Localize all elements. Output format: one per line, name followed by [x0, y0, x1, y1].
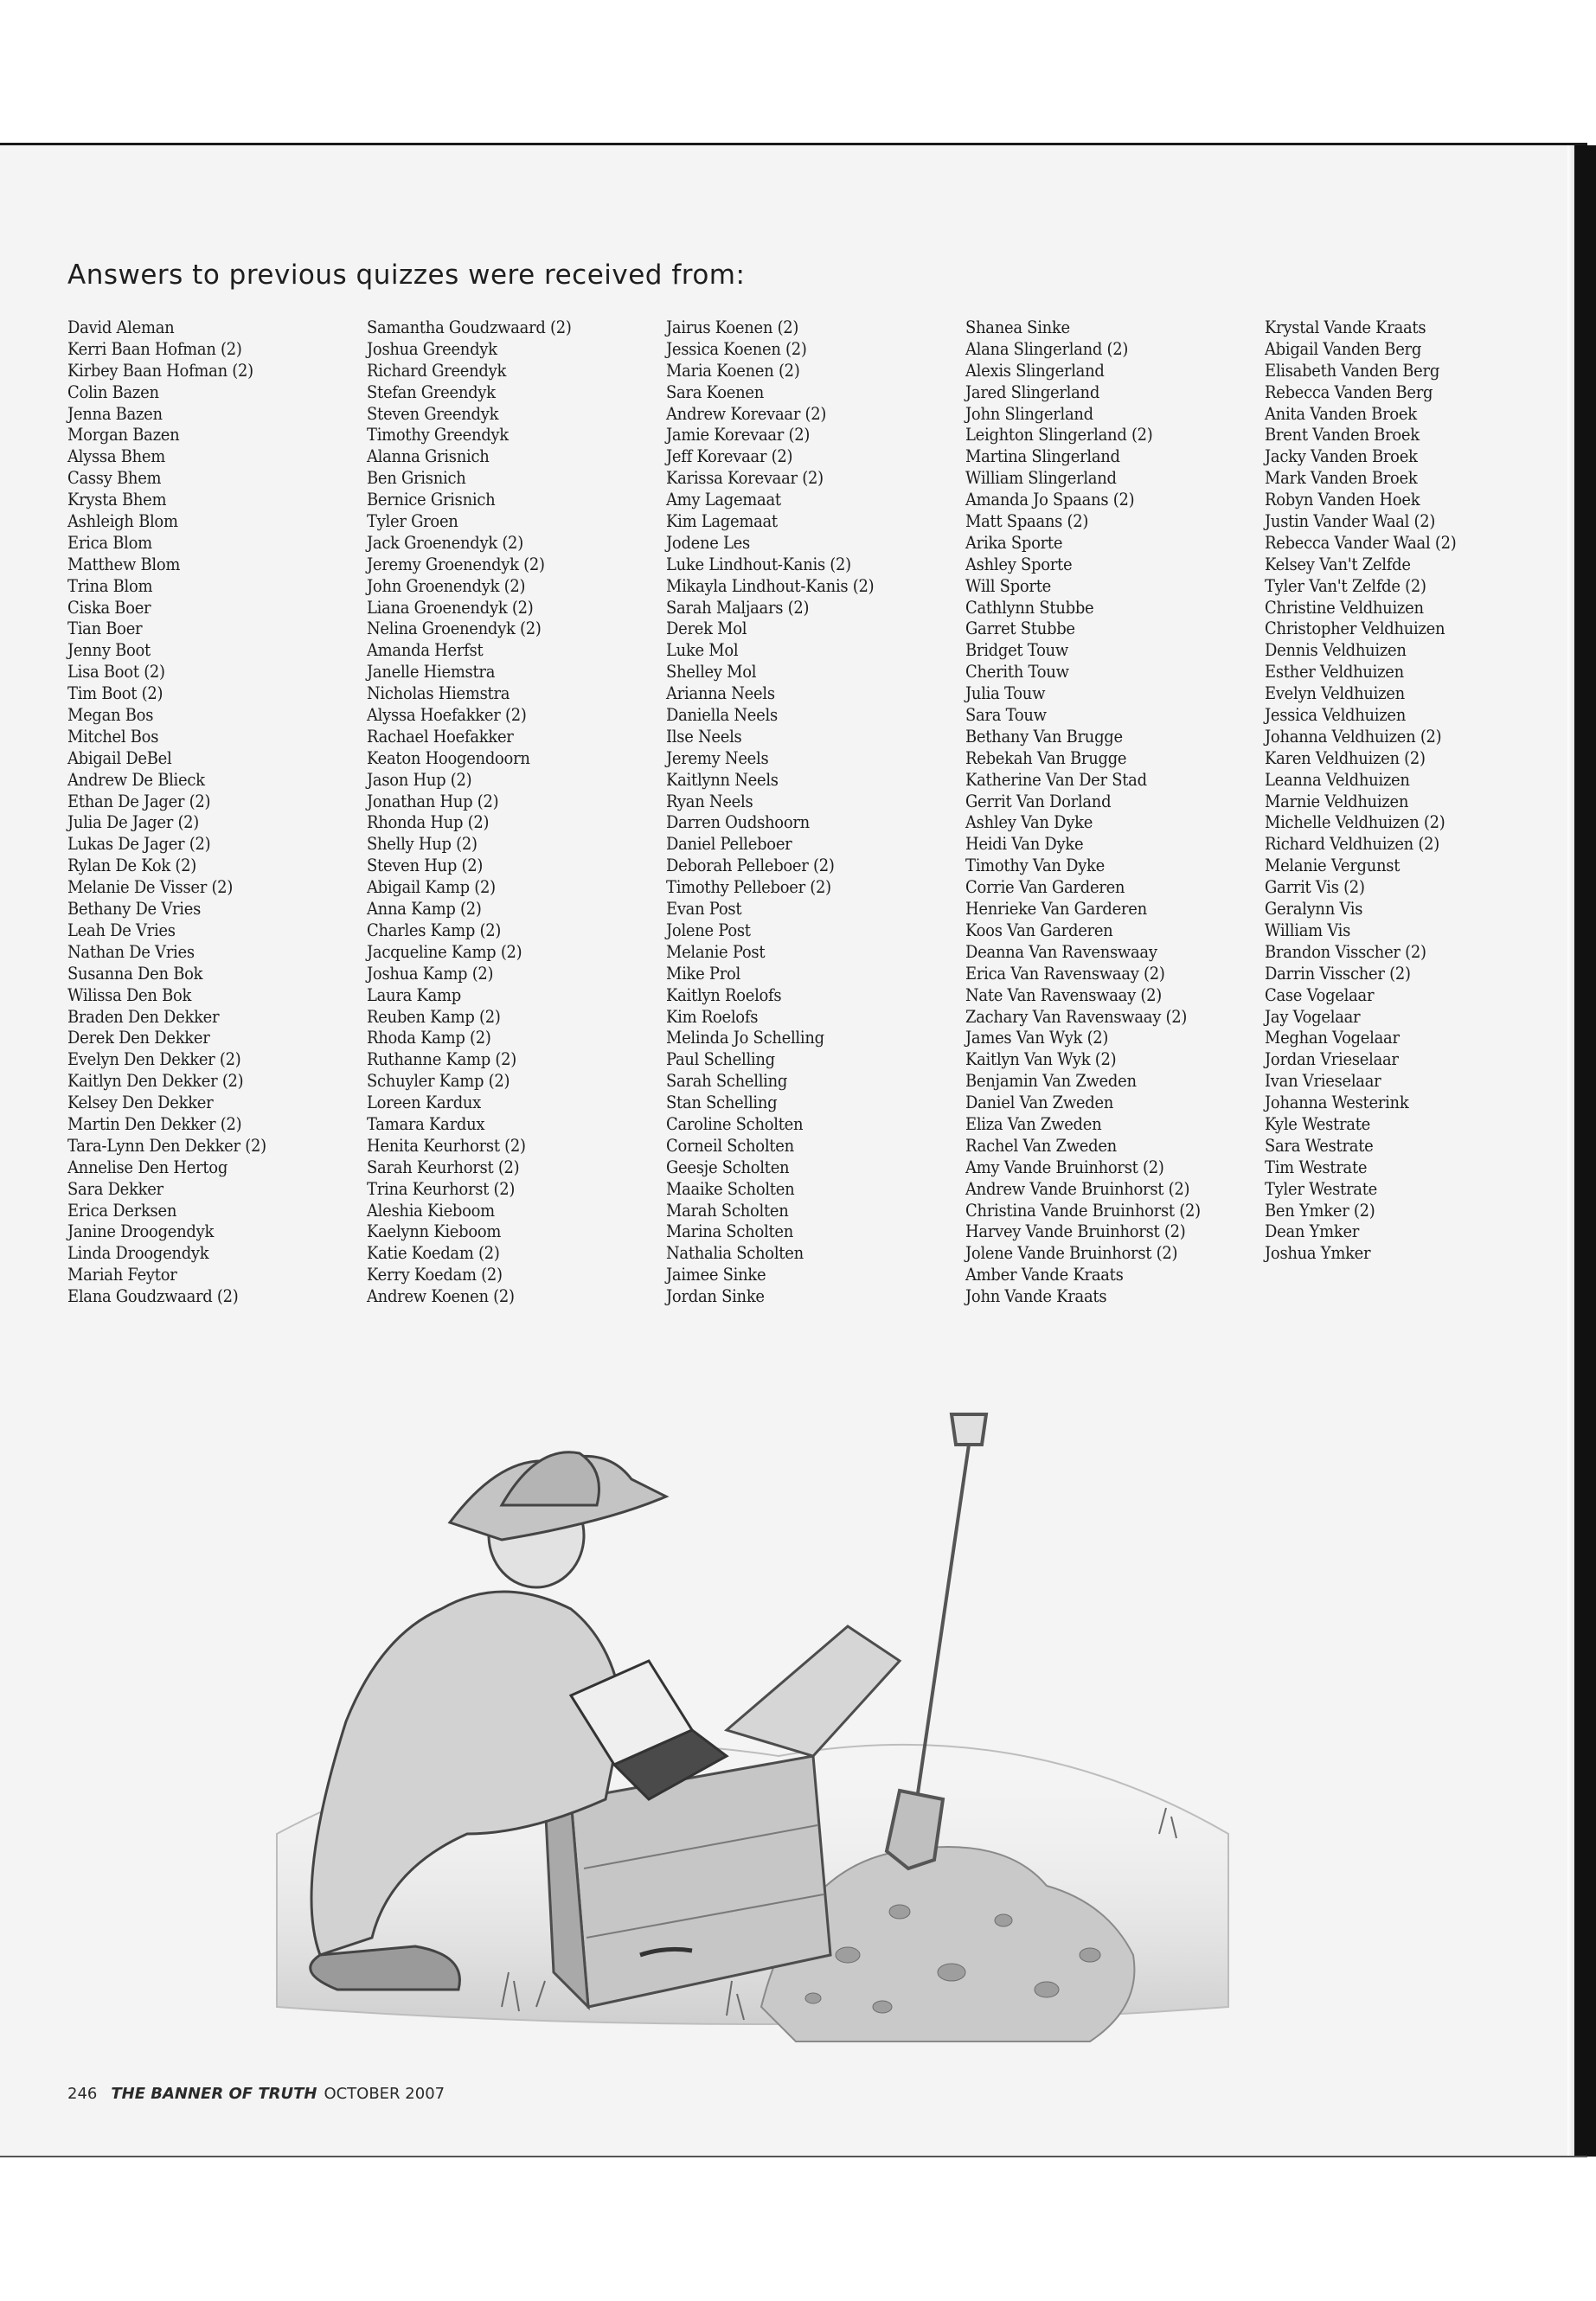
name-entry: Sarah Schelling [666, 1071, 788, 1092]
name-entry: Erica Derksen [67, 1200, 177, 1221]
name-entry: Kim Lagemaat [666, 511, 778, 532]
names-column-4 [965, 317, 1221, 1308]
name-entry: Steven Hup (2) [367, 856, 484, 876]
name-entry: Geesje Scholten [666, 1157, 790, 1177]
name-entry: Leanna Veldhuizen [1265, 769, 1410, 790]
name-entry: Tim Westrate [1265, 1157, 1368, 1177]
name-entry: Sara Koenen [666, 381, 764, 402]
name-entry: Martin Den Dekker (2) [67, 1113, 242, 1134]
name-entry: Christina Vande Bruinhorst (2) [965, 1200, 1201, 1221]
name-entry: Amanda Jo Spaans (2) [965, 490, 1135, 510]
name-entry: Will Sporte [965, 575, 1051, 596]
name-entry: Jaimee Sinke [666, 1265, 766, 1285]
name-entry: Brandon Visscher (2) [1265, 941, 1426, 962]
name-entry: Jordan Vrieselaar [1265, 1049, 1399, 1070]
name-entry: Bridget Touw [965, 640, 1068, 661]
name-entry: Ben Grisnich [367, 468, 466, 489]
name-entry: Abigail Vanden Berg [1265, 338, 1422, 359]
name-entry: Ashley Sporte [965, 554, 1073, 574]
name-entry: Melanie De Visser (2) [67, 877, 234, 898]
name-entry: Kirbey Baan Hofman (2) [67, 360, 253, 381]
name-entry: Kaitlyn Roelofs [666, 984, 782, 1005]
name-entry: Garret Stubbe [965, 619, 1075, 639]
name-entry: Janelle Hiemstra [367, 662, 496, 683]
name-entry: Marah Scholten [666, 1200, 789, 1221]
name-entry: Tyler Westrate [1265, 1178, 1377, 1199]
name-entry: Dean Ymker [1265, 1221, 1360, 1242]
name-entry: Deanna Van Ravenswaay [965, 941, 1157, 962]
name-entry: Tim Boot (2) [67, 683, 163, 704]
name-entry: Stan Schelling [666, 1093, 778, 1113]
name-entry: Darren Oudshoorn [666, 812, 810, 833]
name-entry: Leighton Slingerland (2) [965, 425, 1153, 445]
name-entry: Anna Kamp (2) [367, 899, 482, 920]
name-entry: Steven Greendyk [367, 403, 499, 424]
name-entry: Geralynn Vis [1265, 899, 1363, 920]
name-entry: Alana Slingerland (2) [965, 338, 1129, 359]
name-entry: Rachel Van Zweden [965, 1135, 1117, 1156]
name-entry: Kyle Westrate [1265, 1113, 1370, 1134]
name-entry: Samantha Goudzwaard (2) [367, 317, 572, 337]
name-entry: Keaton Hoogendoorn [367, 747, 530, 768]
name-entry: Aleshia Kieboom [367, 1200, 495, 1221]
name-entry: Arika Sporte [965, 532, 1063, 553]
name-entry: Alexis Slingerland [965, 360, 1105, 381]
name-entry: Jeremy Groenendyk (2) [367, 554, 545, 574]
name-entry: Stefan Greendyk [367, 381, 496, 402]
name-entry: David Aleman [67, 317, 175, 337]
name-entry: Kaelynn Kieboom [367, 1221, 502, 1242]
names-grid [67, 317, 1495, 1321]
publication-name: THE BANNER OF TRUTH [111, 2085, 317, 2103]
name-entry: Tamara Kardux [367, 1113, 485, 1134]
name-entry: Nate Van Ravenswaay (2) [965, 984, 1162, 1005]
name-entry: Mike Prol [666, 963, 741, 984]
name-entry: Jack Groenendyk (2) [367, 532, 523, 553]
name-entry: Lukas De Jager (2) [67, 834, 211, 855]
name-entry: Julia Touw [965, 683, 1046, 704]
name-entry: Alyssa Bhem [67, 446, 165, 467]
name-entry: Ashleigh Blom [67, 511, 178, 532]
name-entry: Richard Veldhuizen (2) [1265, 834, 1439, 855]
names-column-5 [1265, 317, 1473, 1265]
name-entry: Joshua Ymker [1265, 1243, 1371, 1264]
name-entry: Ilse Neels [666, 726, 742, 747]
name-entry: Rhonda Hup (2) [367, 812, 490, 833]
name-entry: Erica Van Ravenswaay (2) [965, 963, 1165, 984]
name-entry: Justin Vander Waal (2) [1265, 511, 1436, 532]
name-entry: Deborah Pelleboer (2) [666, 856, 835, 876]
name-entry: Jairus Koenen (2) [666, 317, 799, 337]
name-entry: Loreen Kardux [367, 1093, 482, 1113]
name-entry: Case Vogelaar [1265, 984, 1375, 1005]
name-entry: Kelsey Den Dekker [67, 1093, 214, 1113]
name-entry: Daniel Van Zweden [965, 1093, 1114, 1113]
name-entry: Luke Lindhout-Kanis (2) [666, 554, 851, 574]
name-entry: Ciska Boer [67, 597, 151, 618]
name-entry: Derek Den Dekker [67, 1028, 210, 1048]
name-entry: Jenna Bazen [67, 403, 163, 424]
name-entry: Cassy Bhem [67, 468, 162, 489]
name-entry: Zachary Van Ravenswaay (2) [965, 1006, 1188, 1027]
name-entry: Janine Droogendyk [67, 1221, 215, 1242]
name-entry: Koos Van Garderen [965, 920, 1113, 940]
name-entry: William Vis [1265, 920, 1351, 940]
name-entry: Kaitlyn Van Wyk (2) [965, 1049, 1117, 1070]
name-entry: Christine Veldhuizen [1265, 597, 1424, 618]
name-entry: Jolene Post [666, 920, 751, 940]
name-entry: Jeremy Neels [666, 747, 769, 768]
name-entry: Braden Den Dekker [67, 1006, 220, 1027]
name-entry: Morgan Bazen [67, 425, 180, 445]
name-entry: Trina Keurhorst (2) [367, 1178, 516, 1199]
name-entry: Melanie Post [666, 941, 766, 962]
name-entry: Megan Bos [67, 705, 154, 726]
name-entry: Shanea Sinke [965, 317, 1070, 337]
name-entry: Andrew Vande Bruinhorst (2) [965, 1178, 1190, 1199]
name-entry: Robyn Vanden Hoek [1265, 490, 1420, 510]
name-entry: Timothy Pelleboer (2) [666, 877, 831, 898]
name-entry: Karissa Korevaar (2) [666, 468, 824, 489]
name-entry: Christopher Veldhuizen [1265, 619, 1445, 639]
name-entry: Liana Groenendyk (2) [367, 597, 534, 618]
name-entry: Marina Scholten [666, 1221, 794, 1242]
name-entry: Abigail DeBel [67, 747, 172, 768]
name-entry: Paul Schelling [666, 1049, 775, 1070]
name-entry: Charles Kamp (2) [367, 920, 502, 940]
name-entry: John Vande Kraats [965, 1286, 1107, 1307]
name-entry: Jenny Boot [67, 640, 151, 661]
name-entry: Rebecca Vanden Berg [1265, 381, 1433, 402]
name-entry: Julia De Jager (2) [67, 812, 200, 833]
name-entry: Karen Veldhuizen (2) [1265, 747, 1426, 768]
name-entry: Abigail Kamp (2) [367, 877, 496, 898]
name-entry: Amanda Herfst [367, 640, 484, 661]
name-entry: Sara Dekker [67, 1178, 163, 1199]
name-entry: Luke Mol [666, 640, 739, 661]
name-entry: Nathalia Scholten [666, 1243, 804, 1264]
name-entry: Jason Hup (2) [367, 769, 472, 790]
names-column-1 [67, 317, 284, 1308]
name-entry: Tara-Lynn Den Dekker (2) [67, 1135, 266, 1156]
name-entry: Trina Blom [67, 575, 153, 596]
name-entry: Cathlynn Stubbe [965, 597, 1094, 618]
treasure-chest-illustration [242, 1349, 1246, 2059]
name-entry: Benjamin Van Zweden [965, 1071, 1137, 1092]
name-entry: Sarah Keurhorst (2) [367, 1157, 520, 1177]
name-entry: Henrieke Van Garderen [965, 899, 1147, 920]
name-entry: Jacqueline Kamp (2) [367, 941, 522, 962]
name-entry: Henita Keurhorst (2) [367, 1135, 526, 1156]
name-entry: Mikayla Lindhout-Kanis (2) [666, 575, 875, 596]
name-entry: Bethany Van Brugge [965, 726, 1123, 747]
name-entry: Tyler Van't Zelfde (2) [1265, 575, 1426, 596]
name-entry: Brent Vanden Broek [1265, 425, 1420, 445]
name-entry: Lisa Boot (2) [67, 662, 165, 683]
name-entry: Rebecca Vander Waal (2) [1265, 532, 1457, 553]
name-entry: Mariah Feytor [67, 1265, 177, 1285]
name-entry: Jonathan Hup (2) [367, 791, 499, 811]
name-entry: Nelina Groenendyk (2) [367, 619, 542, 639]
names-column-3 [666, 317, 892, 1308]
name-entry: Erica Blom [67, 532, 152, 553]
name-entry: Tyler Groen [367, 511, 458, 532]
name-entry: Rylan De Kok (2) [67, 856, 197, 876]
name-entry: Kerry Koedam (2) [367, 1265, 503, 1285]
name-entry: Matt Spaans (2) [965, 511, 1089, 532]
name-entry: Amy Lagemaat [666, 490, 781, 510]
name-entry: Esther Veldhuizen [1265, 662, 1404, 683]
name-entry: Timothy Van Dyke [965, 856, 1105, 876]
name-entry: Timothy Greendyk [367, 425, 509, 445]
name-entry: Jessica Koenen (2) [666, 338, 807, 359]
name-entry: Annelise Den Hertog [67, 1157, 228, 1177]
name-entry: Shelley Mol [666, 662, 757, 683]
name-entry: Richard Greendyk [367, 360, 507, 381]
name-entry: Jay Vogelaar [1265, 1006, 1361, 1027]
name-entry: Cherith Touw [965, 662, 1069, 683]
name-entry: Bethany De Vries [67, 899, 202, 920]
name-entry: Susanna Den Bok [67, 963, 203, 984]
name-entry: Amy Vande Bruinhorst (2) [965, 1157, 1164, 1177]
name-entry: John Groenendyk (2) [367, 575, 526, 596]
name-entry: Darrin Visscher (2) [1265, 963, 1411, 984]
name-entry: Jacky Vanden Broek [1265, 446, 1418, 467]
name-entry: Ivan Vrieselaar [1265, 1071, 1381, 1092]
name-entry: Krystal Vande Kraats [1265, 317, 1426, 337]
name-entry: Alanna Grisnich [367, 446, 490, 467]
name-entry: Daniella Neels [666, 705, 778, 726]
name-entry: Kaitlyn Den Dekker (2) [67, 1071, 244, 1092]
name-entry: Daniel Pelleboer [666, 834, 792, 855]
name-entry: Kerri Baan Hofman (2) [67, 338, 242, 359]
name-entry: Ruthanne Kamp (2) [367, 1049, 516, 1070]
page-number: 246 [67, 2085, 98, 2103]
name-entry: Mark Vanden Broek [1265, 468, 1418, 489]
name-entry: Evan Post [666, 899, 742, 920]
name-entry: Jeff Korevaar (2) [666, 446, 793, 467]
name-entry: Krysta Bhem [67, 490, 167, 510]
scan-right-edge [1574, 145, 1596, 2157]
name-entry: Johanna Veldhuizen (2) [1265, 726, 1442, 747]
name-entry: Kelsey Van't Zelfde [1265, 554, 1411, 574]
name-entry: Dennis Veldhuizen [1265, 640, 1407, 661]
name-entry: Meghan Vogelaar [1265, 1028, 1400, 1048]
page-heading: Answers to previous quizzes were received from: [67, 260, 746, 291]
name-entry: Caroline Scholten [666, 1113, 804, 1134]
name-entry: Maaike Scholten [666, 1178, 795, 1199]
name-entry: Shelly Hup (2) [367, 834, 478, 855]
name-entry: Derek Mol [666, 619, 747, 639]
name-entry: Jordan Sinke [666, 1286, 765, 1307]
name-entry: Corrie Van Garderen [965, 877, 1125, 898]
name-entry: Kim Roelofs [666, 1006, 759, 1027]
name-entry: Amber Vande Kraats [965, 1265, 1124, 1285]
name-entry: Maria Koenen (2) [666, 360, 800, 381]
name-entry: Ben Ymker (2) [1265, 1200, 1375, 1221]
name-entry: Katie Koedam (2) [367, 1243, 500, 1264]
name-entry: Michelle Veldhuizen (2) [1265, 812, 1445, 833]
name-entry: Harvey Vande Bruinhorst (2) [965, 1221, 1186, 1242]
name-entry: Melanie Vergunst [1265, 856, 1401, 876]
name-entry: Ashley Van Dyke [965, 812, 1093, 833]
name-entry: Gerrit Van Dorland [965, 791, 1112, 811]
name-entry: James Van Wyk (2) [965, 1028, 1109, 1048]
name-entry: Rachael Hoefakker [367, 726, 514, 747]
name-entry: Eliza Van Zweden [965, 1113, 1102, 1134]
issue-date: OCTOBER 2007 [324, 2085, 445, 2103]
name-entry: Linda Droogendyk [67, 1243, 209, 1264]
name-entry: Garrit Vis (2) [1265, 877, 1365, 898]
name-entry: Andrew Koenen (2) [367, 1286, 515, 1307]
name-entry: Jared Slingerland [965, 381, 1100, 402]
name-entry: Jamie Korevaar (2) [666, 425, 811, 445]
name-entry: Kaitlynn Neels [666, 769, 779, 790]
name-entry: Matthew Blom [67, 554, 181, 574]
name-entry: Reuben Kamp (2) [367, 1006, 501, 1027]
name-entry: Alyssa Hoefakker (2) [367, 705, 527, 726]
name-entry: Jolene Vande Bruinhorst (2) [965, 1243, 1178, 1264]
name-entry: Schuyler Kamp (2) [367, 1071, 510, 1092]
name-entry: Mitchel Bos [67, 726, 159, 747]
name-entry: Sara Touw [965, 705, 1047, 726]
name-entry: Ethan De Jager (2) [67, 791, 211, 811]
name-entry: Katherine Van Der Stad [965, 769, 1147, 790]
name-entry: Nathan De Vries [67, 941, 195, 962]
name-entry: Leah De Vries [67, 920, 176, 940]
name-entry: Heidi Van Dyke [965, 834, 1084, 855]
name-entry: Jodene Les [666, 532, 750, 553]
name-entry: Joshua Greendyk [367, 338, 497, 359]
name-entry: William Slingerland [965, 468, 1117, 489]
name-entry: Evelyn Veldhuizen [1265, 683, 1405, 704]
name-entry: Melinda Jo Schelling [666, 1028, 824, 1048]
name-entry: Nicholas Hiemstra [367, 683, 510, 704]
name-entry: John Slingerland [965, 403, 1093, 424]
name-entry: Marnie Veldhuizen [1265, 791, 1409, 811]
name-entry: Corneil Scholten [666, 1135, 794, 1156]
name-entry: Andrew De Blieck [67, 769, 205, 790]
name-entry: Colin Bazen [67, 381, 159, 402]
name-entry: Martina Slingerland [965, 446, 1120, 467]
name-entry: Bernice Grisnich [367, 490, 496, 510]
name-entry: Jessica Veldhuizen [1265, 705, 1407, 726]
name-entry: Sara Westrate [1265, 1135, 1374, 1156]
name-entry: Laura Kamp [367, 984, 461, 1005]
name-entry: Tian Boer [67, 619, 143, 639]
name-entry: Elisabeth Vanden Berg [1265, 360, 1440, 381]
name-entry: Wilissa Den Bok [67, 984, 192, 1005]
names-column-2 [367, 317, 589, 1308]
name-entry: Joshua Kamp (2) [367, 963, 494, 984]
name-entry: Rhoda Kamp (2) [367, 1028, 491, 1048]
name-entry: Elana Goudzwaard (2) [67, 1286, 239, 1307]
name-entry: Anita Vanden Broek [1265, 403, 1417, 424]
page-footer [67, 2085, 445, 2103]
name-entry: Evelyn Den Dekker (2) [67, 1049, 241, 1070]
scan-bottom-border [0, 2156, 1587, 2157]
name-entry: Sarah Maljaars (2) [666, 597, 810, 618]
name-entry: Ryan Neels [666, 791, 753, 811]
name-entry: Arianna Neels [666, 683, 775, 704]
name-entry: Rebekah Van Brugge [965, 747, 1127, 768]
name-entry: Andrew Korevaar (2) [666, 403, 827, 424]
name-entry: Johanna Westerink [1265, 1093, 1409, 1113]
